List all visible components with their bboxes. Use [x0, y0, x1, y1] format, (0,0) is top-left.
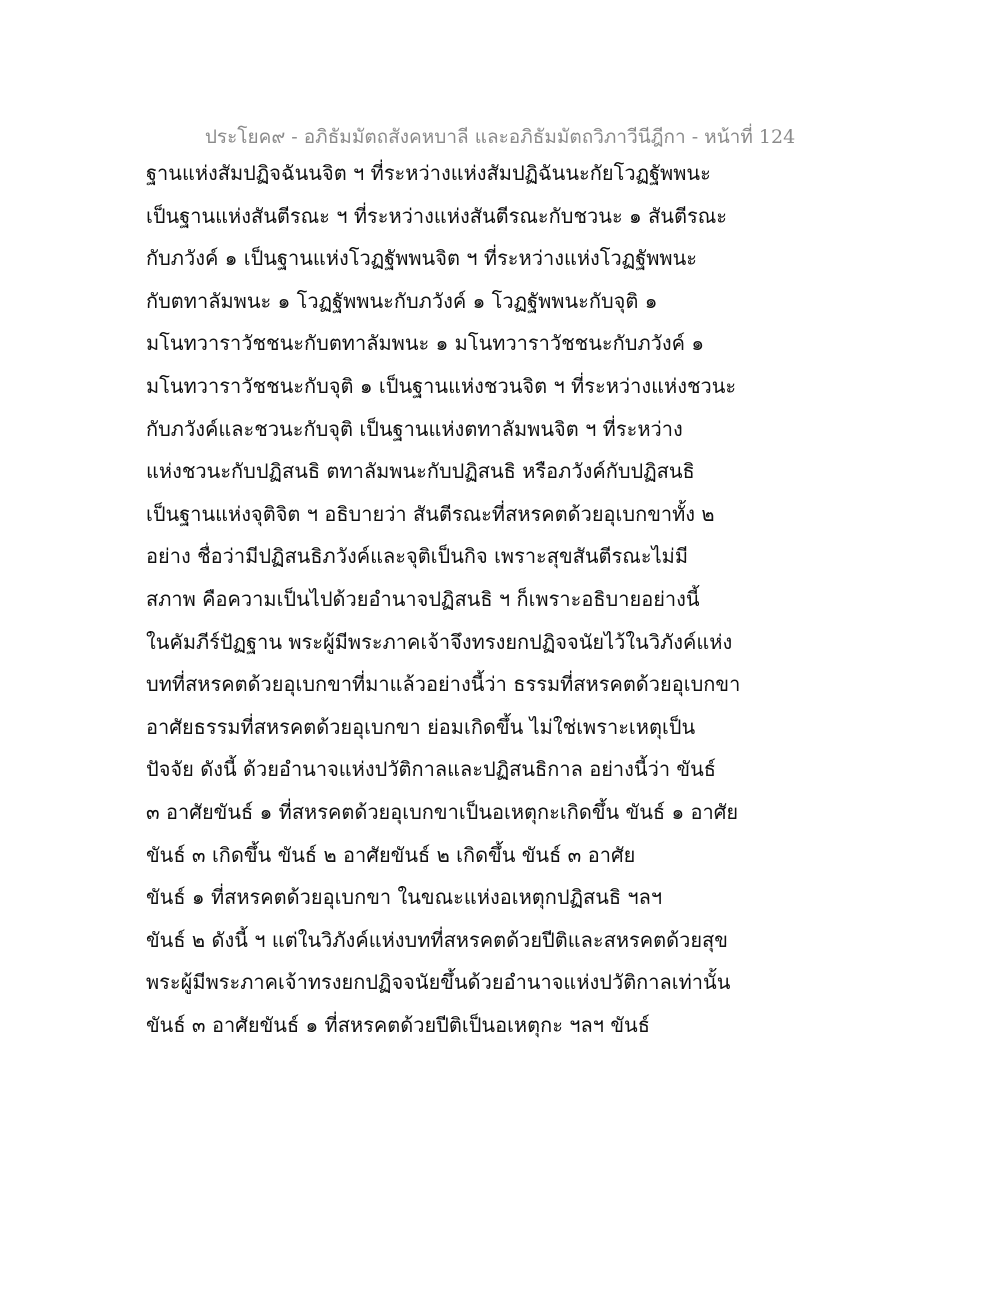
text-line: แห่งชวนะกับปฏิสนธิ ตทาลัมพนะกับปฏิสนธิ หรือภวังค์กับปฏิสนธิ: [146, 459, 695, 484]
text-line: เป็นฐานแห่งจุติจิต ฯ อธิบายว่า สันตีรณะที่สหรคตด้วยอุเบกขาทั้ง ๒: [146, 501, 715, 526]
text-line: มโนทวาราวัชชนะกับจุติ ๑ เป็นฐานแห่งชวนจิต ฯ ที่ระหว่างแห่งชวนะ: [146, 373, 737, 398]
text-line: ปัจจัย ดังนี้ ด้วยอำนาจแห่งปวัติกาลและปฏิสนธิกาล อย่างนี้ว่า ขันธ์: [146, 757, 716, 782]
text-line: ขันธ์ ๓ เกิดขึ้น ขันธ์ ๒ อาศัยขันธ์ ๒ เกิดขึ้น ขันธ์ ๓ อาศัย: [146, 842, 636, 867]
text-line: ๓ อาศัยขันธ์ ๑ ที่สหรคตด้วยอุเบกขาเป็นอเหตุกะเกิดขึ้น ขันธ์ ๑ อาศัย: [146, 799, 739, 824]
header-title: ประโยค๙ - อภิธัมมัตถสังคหบาลี และอภิธัมมัตถวิภาวีนีฎีกา - หน้าที่: [204, 126, 753, 148]
text-line: มโนทวาราวัชชนะกับตทาลัมพนะ ๑ มโนทวาราวัชชนะกับภวังค์ ๑: [146, 331, 705, 356]
text-line: กับภวังค์ ๑ เป็นฐานแห่งโวฏฐัพพนจิต ฯ ที่ระหว่างแห่งโวฏฐัพพนะ: [146, 246, 698, 271]
text-line: อาศัยธรรมที่สหรคตด้วยอุเบกขา ย่อมเกิดขึ้น ไม่ใช่เพราะเหตุเป็น: [146, 714, 696, 739]
text-line: ขันธ์ ๓ อาศัยขันธ์ ๑ ที่สหรคตด้วยปีติเป็นอเหตุกะ ฯลฯ ขันธ์: [146, 1012, 650, 1037]
text-line: ในคัมภีร์ปัฏฐาน พระผู้มีพระภาคเจ้าจึงทรงยกปฏิจจนัยไว้ในวิภังค์แห่ง: [146, 629, 733, 654]
text-line: เป็นฐานแห่งสันตีรณะ ฯ ที่ระหว่างแห่งสันตีรณะกับชวนะ ๑ สันตีรณะ: [146, 203, 727, 228]
text-line: พระผู้มีพระภาคเจ้าทรงยกปฏิจจนัยขึ้นด้วยอำนาจแห่งปวัติกาลเท่านั้น: [146, 970, 731, 995]
text-line: ขันธ์ ๑ ที่สหรคตด้วยอุเบกขา ในขณะแห่งอเหตุกปฏิสนธิ ฯลฯ: [146, 885, 663, 910]
text-line: กับตทาลัมพนะ ๑ โวฏฐัพพนะกับภวังค์ ๑ โวฏฐัพพนะกับจุติ ๑: [146, 288, 658, 313]
page-number: 124: [758, 126, 796, 148]
text-line: ฐานแห่งสัมปฏิจฉันนจิต ฯ ที่ระหว่างแห่งสัมปฏิฉันนะกัยโวฏฐัพพนะ: [146, 161, 711, 185]
page-header: [0, 122, 1000, 152]
text-line: ขันธ์ ๒ ดังนี้ ฯ แต่ในวิภังค์แห่งบทที่สหรคตด้วยปีติและสหรคตด้วยสุข: [146, 927, 728, 952]
body-text: [146, 152, 866, 1046]
text-line: อย่าง ชื่อว่ามีปฏิสนธิภวังค์และจุติเป็นกิจ เพราะสุขสันตีรณะไม่มี: [146, 544, 689, 569]
text-line: กับภวังค์และชวนะกับจุติ เป็นฐานแห่งตทาลัมพนจิต ฯ ที่ระหว่าง: [146, 416, 683, 441]
text-line: สภาพ คือความเป็นไปด้วยอำนาจปฏิสนธิ ฯ ก็เพราะอธิบายอย่างนี้: [146, 586, 700, 611]
text-line: บทที่สหรคตด้วยอุเบกขาที่มาแล้วอย่างนี้ว่า ธรรมที่สหรคตด้วยอุเบกขา: [146, 672, 741, 697]
